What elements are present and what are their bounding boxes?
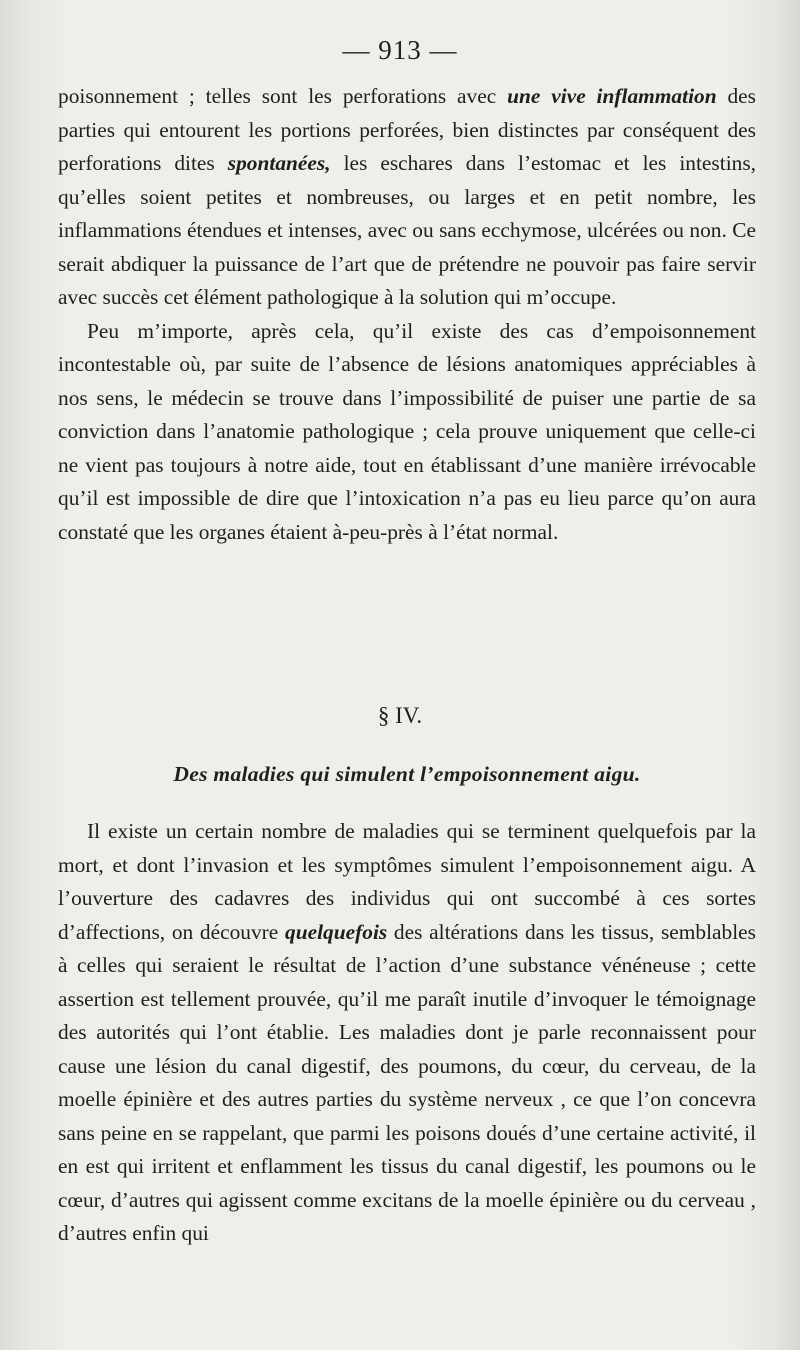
emphasis-text: quelquefois [285,919,388,944]
paragraph-continuation [58,80,756,315]
paragraph: Peu m’importe, après cela, qu’il existe des cas d’empoisonnement incontestable où, par suite de l’absence de lésions anatomiques appréciables à nos sens, le médecin se trouve dans l’impossibilité de puiser une partie de sa conviction dans l’anatomie pathologique ; cela prouve uniquement que celle-ci ne vient pas toujours à notre aide, tout en établissant d’une manière irrévocable qu’il est impossible de dire que l’intoxication n’a pas eu lieu parce qu’on aura constaté que les organes étaient à-peu-près à l’état normal. [58,318,756,544]
section-number: § IV. [377,703,423,728]
paragraph-text: Il existe un certain nombre de maladies qui se terminent quelquefois par la mort, et dont l’invasion et les symptômes simulent l’empoisonnement aigu. A l’ouverture des cadavres des individus qui ont succombé à ces sortes d’affections, on découvre [58,819,756,944]
emphasis-text: spontanées, [227,151,331,175]
section-body [58,815,756,1251]
section-title: Des maladies qui simulent l’empoisonnement aigu. [173,762,641,786]
paragraph-text: des altérations dans les tissus, semblables à celles qui seraient le résultat de l’action d’une substance vénéneuse ; cette assertion est tellement prouvée, qu’il me paraît inutile d’invoquer le témoignage des autorités qui l’ont établie. Les maladies dont je parle reconnaissent pour cause une lésion du canal digestif, des poumons, du cœur, du cerveau, de la moelle épinière et des autres parties du système nerveux , ce que l’on concevra sans peine en se rappelant, que parmi les poisons doués d’une certaine activité, il en est qui irritent et enflamment les tissus du canal digestif, les poumons ou le cœur, d’autres qui agissent comme excitans de la moelle épinière ou du cerveau , d’autres enfin qui [58,919,756,1245]
paragraph [58,815,756,1251]
page-number: — 913 — [342,35,458,65]
emphasis-text: une vive inflammation [507,84,717,108]
paragraph-text: poisonnement ; telles sont les perforations avec [58,84,508,108]
paragraph-text: des parties qui entourent les portions perforées, bien distinctes par conséquent des perforations dites [58,84,756,175]
paragraph-text: les eschares dans l’estomac et les intestins, qu’elles soient petites et nombreuses, ou larges et en petit nombre, les inflammations étendues et intenses, avec ou sans ecchymose, ulcérées ou non. Ce serait abdiquer la puissance de l’art que de prétendre ne pouvoir pas faire servir avec succès cet élément pathologique à la solution qui m’occupe. [58,151,756,309]
intro-text [58,80,756,549]
